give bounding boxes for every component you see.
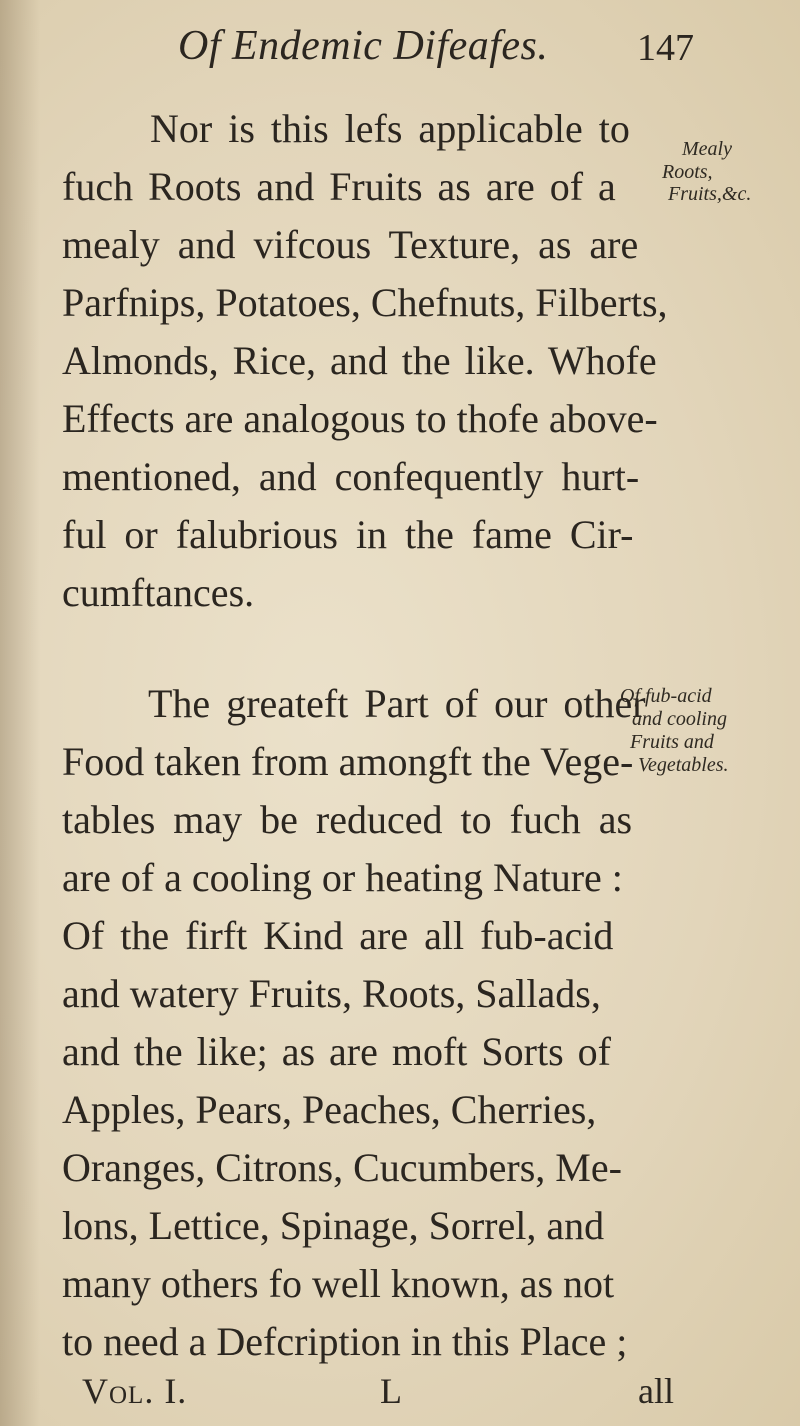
text-line: fuch Roots and Fruits as are of a (62, 164, 616, 209)
text-line: tables may be reduced to fuch as (62, 797, 633, 842)
margin-note-line: and cooling (632, 708, 727, 730)
margin-note-line: Roots, (662, 161, 713, 183)
text-line: to need a Defcription in this Place ; (62, 1319, 628, 1364)
text-line: Nor is this lefs applicable to (150, 106, 630, 151)
text-line: Effects are analogous to thofe above- (62, 396, 658, 441)
text-line: The greateft Part of our other (148, 681, 646, 726)
text-line: Apples, Pears, Peaches, Cherries, (62, 1087, 597, 1132)
margin-note-line: Of fub-acid (620, 685, 712, 707)
text-line: Food taken from amongft the Vege- (62, 739, 634, 784)
margin-note-line: Fruits and (630, 731, 714, 753)
text-line: cumftances. (62, 570, 255, 615)
text-line: Parfnips, Potatoes, Chefnuts, Filberts, (62, 280, 668, 325)
text-line: lons, Lettice, Spinage, Sorrel, and (62, 1203, 605, 1248)
margin-note-line: Fruits,&c. (668, 183, 752, 205)
text-line: and the like; as are moft Sorts of (62, 1029, 611, 1074)
text-line: and watery Fruits, Roots, Sallads, (62, 971, 601, 1016)
text-line: Almonds, Rice, and the like. Whofe (62, 338, 657, 383)
page-gutter-shadow (0, 0, 40, 1426)
signature-mark: L (380, 1371, 402, 1411)
text-line: ful or falubrious in the fame Cir- (62, 512, 634, 557)
running-title: Of Endemic Difeafes. (178, 23, 549, 69)
page-number: 147 (637, 27, 694, 69)
text-line: many others fo well known, as not (62, 1261, 615, 1306)
text-line: Oranges, Citrons, Cucumbers, Me- (62, 1145, 622, 1190)
margin-note-line: Vegetables. (638, 754, 729, 776)
text-line: Of the firft Kind are all fub-acid (62, 913, 614, 958)
text-line: mealy and vifcous Texture, as are (62, 222, 639, 267)
text-line: are of a cooling or heating Nature : (62, 855, 623, 900)
catchword: all (638, 1371, 674, 1411)
text-line: mentioned, and confequently hurt- (62, 454, 640, 499)
page-header (0, 22, 800, 82)
margin-note-line: Mealy (682, 138, 732, 160)
signature-volume: Vol. I. (82, 1371, 188, 1411)
